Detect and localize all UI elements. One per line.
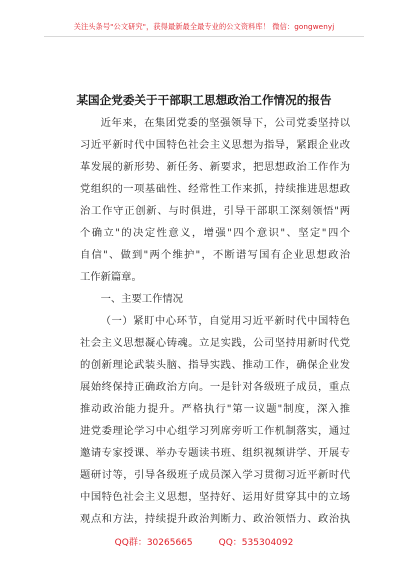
text-line: 观点和方法，持续提升政治判断力、政治领悟力、政治执 [80, 513, 350, 525]
text-line: 进党委理论学习中心组学习列席旁听工作机制落实，通过 [80, 425, 350, 437]
text-line: 展始终保持正确政治方向。一是针对各级班子成员，重点 [80, 381, 350, 393]
text-line: 习近平新时代中国特色社会主义思想为指导，紧跟企业改 [80, 139, 350, 151]
text-line: 工作新篇章。 [80, 271, 142, 283]
text-line: 自信"、做到"两个维护"，不断谱写国有企业思想政治 [80, 249, 350, 261]
text-line: 题研讨等，引导各级班子成员深入学习贯彻习近平新时代 [80, 469, 350, 481]
header-divider [44, 36, 364, 37]
text-line: 中国特色社会主义思想，坚持好、运用好贯穿其中的立场 [80, 491, 350, 503]
text-line: 个确立"的决定性意义，增强"四个意识"、坚定"四个 [80, 227, 350, 239]
footer-contact [0, 535, 408, 548]
text-line: 邀请专家授课、举办专题读书班、组织视频讲学、开展专 [80, 447, 350, 459]
document-body [80, 112, 350, 530]
text-line: 的创新理论武装头脑、指导实践、推动工作，确保企业发 [80, 359, 350, 371]
section-heading-text: 一、主要工作情况 [100, 293, 183, 305]
text-line: 社会主义思想凝心铸魂。立足实践，公司坚持用新时代党 [80, 337, 350, 349]
document-title: 某国企党委关于干部职工思想政治工作情况的报告 [76, 93, 332, 107]
text-line: 党组织的一项基础性、经常性工作来抓，持续推进思想政 [80, 183, 350, 195]
footer-qq: QQ：535304092 [218, 538, 294, 548]
section-heading [80, 288, 350, 310]
intro-paragraph [80, 112, 350, 288]
section-paragraph [80, 310, 350, 530]
text-line: （一）紧盯中心环节，自觉用习近平新时代中国特色 [100, 315, 350, 327]
text-line: 革发展的新形势、新任务、新要求，把思想政治工作作为 [80, 161, 350, 173]
text-line: 治工作守正创新、与时俱进，引导干部职工深刻领悟"两 [80, 205, 350, 217]
text-line: 近年来，在集团党委的坚强领导下，公司党委坚持以 [100, 117, 350, 129]
text-line: 推动政治能力提升。严格执行"第一议题"制度，深入推 [80, 403, 350, 415]
footer-qq-group: QQ群：30265665 [114, 538, 193, 548]
header-banner: 关注头条号"公文研究"，获得最新最全最专业的公文资料库！ 微信：gongwenyj [73, 22, 335, 31]
